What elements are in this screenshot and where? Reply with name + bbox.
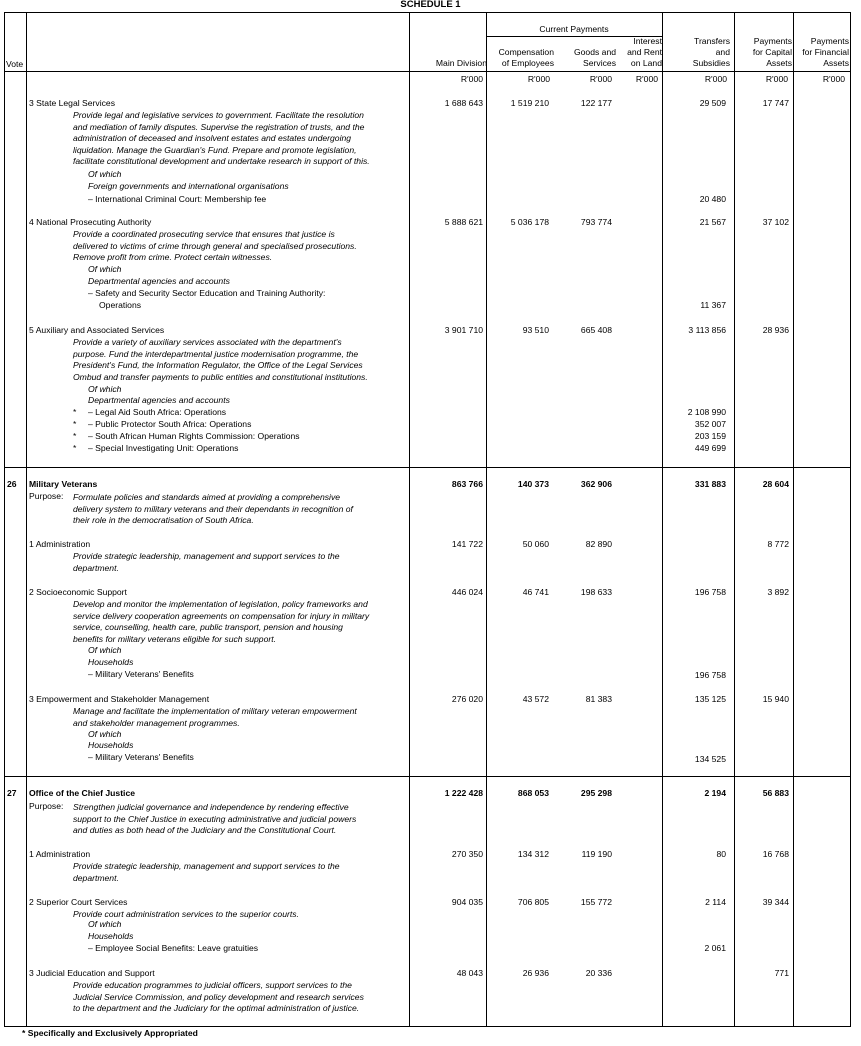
- row-description: Provide legal and legislative services to government. Facilitate the resolution and mediation of family disputes. Supervise the registration of trusts, and the administration of deceased and insolvent estates and estates undergoing liquidation. Manage the Guardian's Fund. Prepare and promote legislation, facilitate constitutional development and undertake research in support of this.: [73, 110, 370, 167]
- header-financial-1: Payments: [810, 36, 849, 46]
- header-transfers-3: Subsidies: [692, 58, 730, 68]
- compensation-value: 93 510: [522, 325, 549, 335]
- header-main-division: Main Division: [435, 58, 487, 68]
- compensation-value: 140 373: [517, 479, 549, 489]
- vote-title: Military Veterans: [29, 479, 98, 489]
- main-division-value: 5 888 621: [444, 217, 483, 227]
- header-transfers-2: and: [715, 47, 730, 57]
- goods-value: 122 177: [580, 98, 612, 108]
- of-which-label: Of which: [88, 384, 122, 394]
- appropriation-star: *: [73, 407, 77, 417]
- header-capital-2: for Capital: [752, 47, 792, 57]
- row-title: 4 National Prosecuting Authority: [29, 217, 152, 227]
- transfers-value: 29 509: [699, 98, 726, 108]
- group-label: Households: [88, 657, 134, 667]
- col-line-right: [850, 12, 851, 1027]
- compensation-value: 46 741: [522, 587, 549, 597]
- compensation-value: 50 060: [522, 539, 549, 549]
- vote-number: 26: [7, 479, 17, 489]
- goods-value: 665 408: [580, 325, 612, 335]
- row-title: 2 Socioeconomic Support: [29, 587, 127, 597]
- row-description: Provide education programmes to judicial officers, support services to the Judicial Service Commission, and policy development and research services to the department and the Judiciary for the optimal administration of justice.: [73, 980, 364, 1014]
- of-which-label: Of which: [88, 729, 122, 739]
- row-description: Provide a coordinated prosecuting service that ensures that justice is delivered to victims of crime through general and specialised prosecutions. Remove profit from crime. Protect certain witnesses.: [73, 229, 357, 263]
- header-financial-2: for Financial: [802, 47, 849, 57]
- col-line-main: [486, 12, 487, 1027]
- main-division-value: 276 020: [451, 694, 483, 704]
- line-item: – Legal Aid South Africa: Operations: [88, 407, 227, 417]
- row-description: Provide a variety of auxiliary services associated with the department's purpose. Fund the interdepartmental justice modernisation programme, the President's Fund, the Information Regulator, the Office of the Legal Services Ombud and transfer payments to public entities and constitutional institutions.: [73, 337, 368, 382]
- group-label: Departmental agencies and accounts: [88, 395, 230, 405]
- compensation-value: 5 036 178: [510, 217, 549, 227]
- unit-interest: R'000: [635, 74, 658, 84]
- schedule-title: SCHEDULE 1: [400, 0, 461, 10]
- transfers-value: 3 113 856: [688, 325, 726, 335]
- vote-26-separator: [4, 467, 851, 468]
- main-division-value: 446 024: [451, 587, 483, 597]
- unit-transfers: R'000: [704, 74, 727, 84]
- header-goods-1: Goods and: [573, 47, 616, 57]
- goods-value: 155 772: [580, 897, 612, 907]
- header-goods-2: Services: [583, 58, 616, 68]
- vote-description: Strengthen judicial governance and independence by rendering effective support to the Chief Justice in executing administrative and judicial powers and duties as both head of the Judiciary and the Constitutional Court.: [73, 802, 357, 836]
- line-item: – Special Investigating Unit: Operations: [88, 443, 239, 453]
- capital-value: 3 892: [767, 587, 789, 597]
- transfers-value: 21 567: [699, 217, 726, 227]
- line-item-cont: Operations: [99, 300, 142, 310]
- row-title: 3 Judicial Education and Support: [29, 968, 155, 978]
- group-label: Foreign governments and international organisations: [88, 181, 289, 191]
- compensation-value: 134 312: [517, 849, 549, 859]
- header-current-payments: Current Payments: [539, 24, 609, 34]
- main-division-value: 1 688 643: [444, 98, 483, 108]
- col-line-transfers: [734, 12, 735, 1027]
- row-title: 1 Administration: [29, 849, 91, 859]
- capital-value: 15 940: [762, 694, 789, 704]
- col-line-interest: [662, 12, 663, 1027]
- line-item: – Military Veterans' Benefits: [88, 752, 194, 762]
- line-item: – Safety and Security Sector Education and Training Authority:: [88, 288, 326, 298]
- main-division-value: 1 222 428: [444, 788, 483, 798]
- row-title: 3 State Legal Services: [29, 98, 115, 108]
- header-interest-2: and Rent: [627, 47, 662, 57]
- line-item: – Public Protector South Africa: Operations: [88, 419, 252, 429]
- group-label: Departmental agencies and accounts: [88, 276, 230, 286]
- main-division-value: 48 043: [456, 968, 483, 978]
- capital-value: 16 768: [762, 849, 789, 859]
- main-division-value: 3 901 710: [444, 325, 483, 335]
- header-transfers-1: Transfers: [694, 36, 730, 46]
- table-top-border: [4, 12, 851, 13]
- header-capital-3: Assets: [766, 58, 792, 68]
- capital-value: 8 772: [767, 539, 789, 549]
- header-financial-3: Assets: [823, 58, 849, 68]
- col-line-capital: [793, 12, 794, 1027]
- compensation-value: 706 805: [517, 897, 549, 907]
- row-title: 5 Auxiliary and Associated Services: [29, 325, 165, 335]
- transfers-value: 135 125: [694, 694, 726, 704]
- row-description: Manage and facilitate the implementation of military veteran empowerment and stakeholder management programmes.: [73, 706, 357, 728]
- line-item-value: 352 007: [694, 419, 726, 429]
- compensation-value: 43 572: [522, 694, 549, 704]
- header-vote: Vote: [6, 59, 24, 69]
- transfers-value: 2 114: [705, 897, 726, 907]
- line-item-value: 196 758: [694, 670, 726, 680]
- table-bottom-border: [4, 1026, 851, 1027]
- of-which-label: Of which: [88, 169, 122, 179]
- row-description: Provide strategic leadership, management and support services to the department.: [73, 551, 340, 573]
- line-item: – South African Human Rights Commission: Operations: [88, 431, 300, 441]
- line-item-value: 134 525: [694, 754, 726, 764]
- vote-number: 27: [7, 788, 17, 798]
- row-description: Provide court administration services to the superior courts.: [73, 909, 299, 919]
- transfers-value: 331 883: [694, 479, 726, 489]
- appropriation-star: *: [73, 443, 77, 453]
- capital-value: 56 883: [762, 788, 789, 798]
- goods-value: 362 906: [580, 479, 612, 489]
- vote-title: Office of the Chief Justice: [29, 788, 136, 798]
- transfers-value: 196 758: [694, 587, 726, 597]
- of-which-label: Of which: [88, 919, 122, 929]
- col-line-left: [4, 12, 5, 1027]
- unit-comp: R'000: [527, 74, 550, 84]
- header-interest-3: on Land: [630, 58, 662, 68]
- main-division-value: 904 035: [451, 897, 483, 907]
- line-item-value: 203 159: [694, 431, 726, 441]
- line-item-value: 2 061: [704, 943, 726, 953]
- row-title: 1 Administration: [29, 539, 91, 549]
- line-item: – International Criminal Court: Membership fee: [88, 194, 267, 204]
- unit-capital: R'000: [765, 74, 788, 84]
- compensation-value: 868 053: [517, 788, 549, 798]
- group-label: Households: [88, 931, 134, 941]
- line-item: – Military Veterans' Benefits: [88, 669, 194, 679]
- of-which-label: Of which: [88, 645, 122, 655]
- appropriation-star: *: [73, 419, 77, 429]
- header-capital-1: Payments: [753, 36, 792, 46]
- row-title: 2 Superior Court Services: [29, 897, 128, 907]
- row-title: 3 Empowerment and Stakeholder Management: [29, 694, 210, 704]
- header-compensation-2: of Employees: [501, 58, 554, 68]
- compensation-value: 1 519 210: [510, 98, 549, 108]
- col-line-vote: [26, 12, 27, 1027]
- unit-main: R'000: [460, 74, 483, 84]
- capital-value: 37 102: [762, 217, 789, 227]
- line-item-value: 449 699: [694, 443, 726, 453]
- line-item: – Employee Social Benefits: Leave gratuities: [88, 943, 259, 953]
- of-which-label: Of which: [88, 264, 122, 274]
- main-division-value: 270 350: [451, 849, 483, 859]
- goods-value: 198 633: [580, 587, 612, 597]
- group-label: Households: [88, 740, 134, 750]
- unit-financial: R'000: [822, 74, 845, 84]
- transfers-value: 2 194: [704, 788, 726, 798]
- unit-goods: R'000: [589, 74, 612, 84]
- appropriation-star: *: [73, 431, 77, 441]
- goods-value: 81 383: [585, 694, 612, 704]
- capital-value: 17 747: [762, 98, 789, 108]
- purpose-label: Purpose:: [29, 801, 64, 811]
- row-description: Provide strategic leadership, management and support services to the department.: [73, 861, 340, 883]
- line-item-value: 11 367: [700, 300, 726, 310]
- goods-value: 119 190: [581, 849, 612, 859]
- header-compensation-1: Compensation: [498, 47, 554, 57]
- capital-value: 28 936: [762, 325, 789, 335]
- vote-description: Formulate policies and standards aimed at providing a comprehensive delivery system to military veterans and their dependants in recognition of their role in the democratisation of South Africa.: [73, 492, 353, 526]
- capital-value: 39 344: [762, 897, 789, 907]
- line-item-value: 20 480: [699, 194, 726, 204]
- goods-value: 82 890: [585, 539, 612, 549]
- purpose-label: Purpose:: [29, 491, 64, 501]
- main-division-value: 141 722: [451, 539, 483, 549]
- vote-27-separator: [4, 776, 851, 777]
- main-division-value: 863 766: [451, 479, 483, 489]
- line-item-value: 2 108 990: [687, 407, 726, 417]
- goods-value: 793 774: [580, 217, 612, 227]
- row-description: Develop and monitor the implementation of legislation, policy frameworks and service delivery cooperation agreements on compensation for injury in military service, counselling, health care, public transport, pension and housing benefits for military veterans eligible for such support.: [73, 599, 370, 644]
- capital-value: 771: [774, 968, 789, 978]
- header-interest-1: Interest: [633, 36, 662, 46]
- footnote: * Specifically and Exclusively Appropriated: [22, 1028, 198, 1038]
- goods-value: 20 336: [585, 968, 612, 978]
- goods-value: 295 298: [580, 788, 612, 798]
- capital-value: 28 604: [762, 479, 789, 489]
- header-bottom-border: [4, 71, 851, 72]
- compensation-value: 26 936: [522, 968, 549, 978]
- transfers-value: 80: [716, 849, 726, 859]
